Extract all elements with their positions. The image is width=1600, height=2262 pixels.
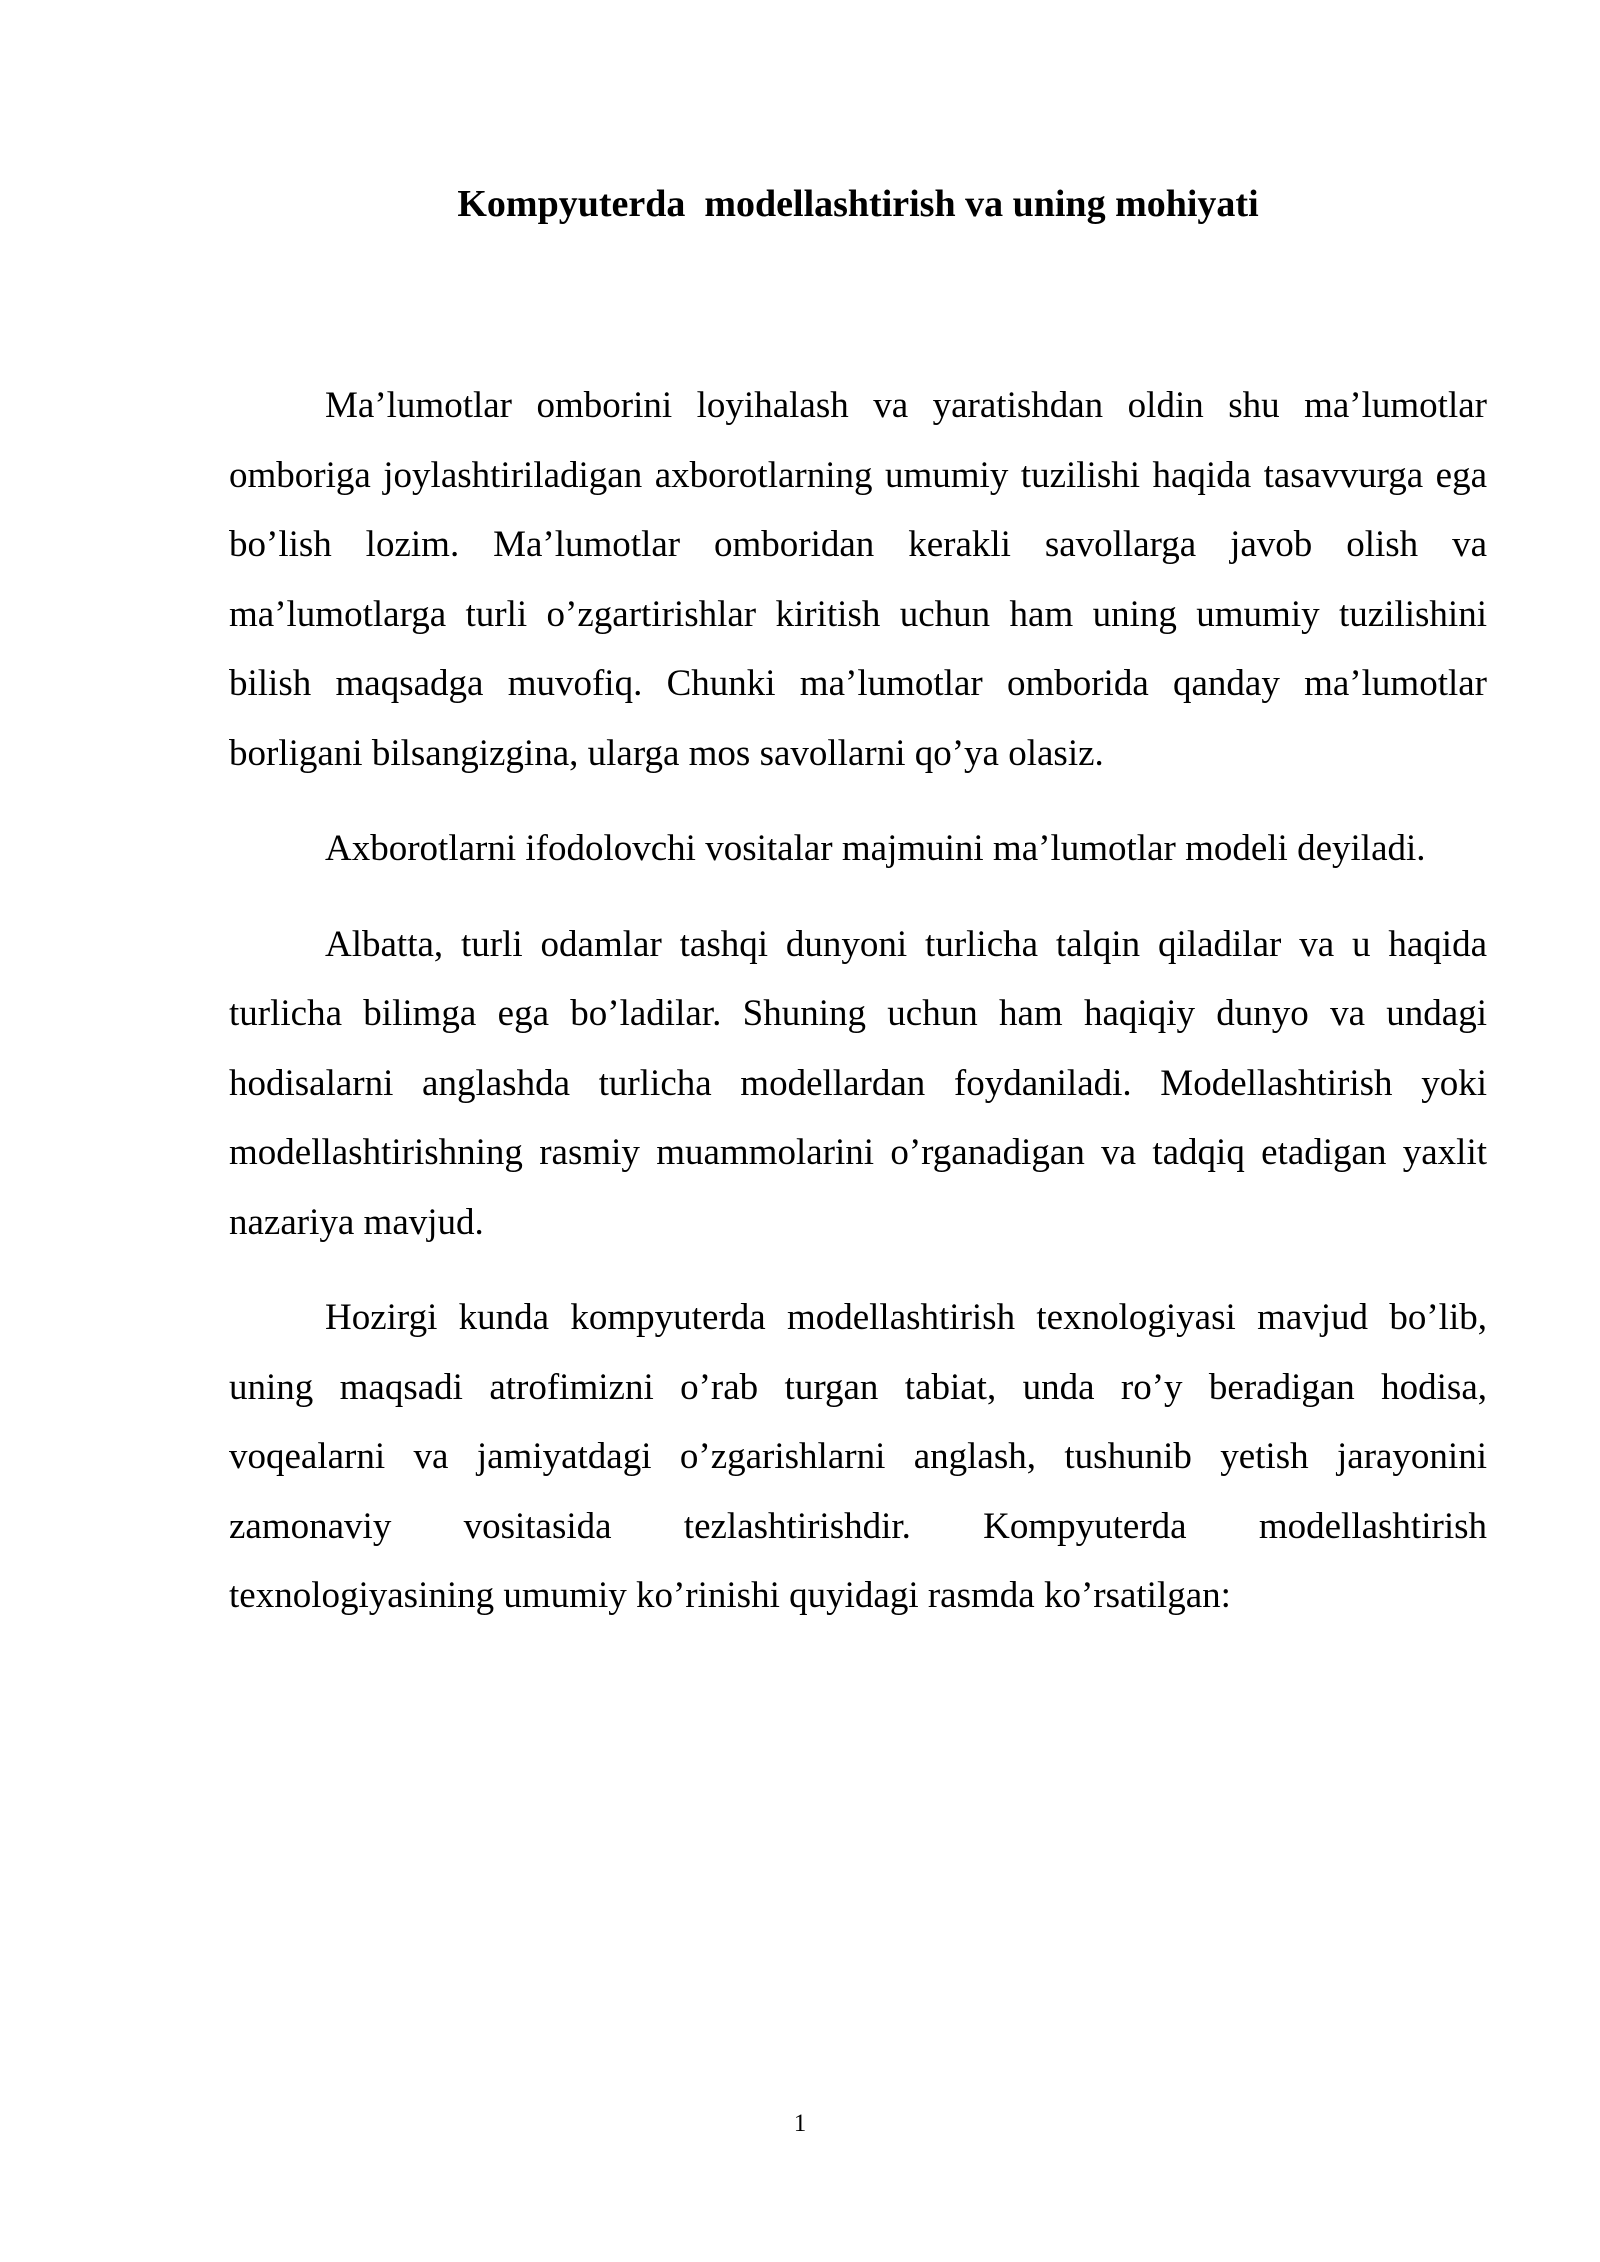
page-number: 1: [793, 2110, 807, 2137]
paragraph-2: Axborotlarni ifodolovchi vositalar majmuini ma’lumotlar modeli deyiladi.: [325, 828, 1426, 869]
document-title: Kompyuterda modellashtirish va uning mohiyati: [457, 183, 1259, 225]
document-body: [229, 371, 1487, 1657]
paragraph-1: Ma’lumotlar omborini loyihalash va yaratishdan oldin shu ma’lumotlar omboriga joylashtiriladigan axborotlarning umumiy tuzilishi haqida tasavvurga ega bo’lish lozim. Ma’lumotlar omboridan kerakli savollarga javob olish va ma’lumotlarga turli o’zgartirishlar kiritish uchun ham uning umumiy tuzilishini bilish maqsadga muvofiq. Chunki ma’lumotlar omborida qanday ma’lumotlar borligani bilsangizgina, ularga mos savollarni qo’ya olasiz.: [229, 385, 1487, 774]
paragraph-4: Hozirgi kunda kompyuterda modellashtirish texnologiyasi mavjud bo’lib, uning maqsadi atrofimizni o’rab turgan tabiat, unda ro’y beradigan hodisa, voqealarni va jamiyatdagi o’zgarishlarni anglash, tushunib yetish jarayonini zamonaviy vositasida tezlashtirishdir. Kompyuterda modellashtirish texnologiyasining umumiy ko’rinishi quyidagi rasmda ko’rsatilgan:: [229, 1297, 1487, 1616]
paragraph-3: Albatta, turli odamlar tashqi dunyoni turlicha talqin qiladilar va u haqida turlicha bilimga ega bo’ladilar. Shuning uchun ham haqiqiy dunyo va undagi hodisalarni anglashda turlicha modellardan foydaniladi. Modellashtirish yoki modellashtirishning rasmiy muammolarini o’rganadigan va tadqiq etadigan yaxlit nazariya mavjud.: [229, 923, 1487, 1243]
